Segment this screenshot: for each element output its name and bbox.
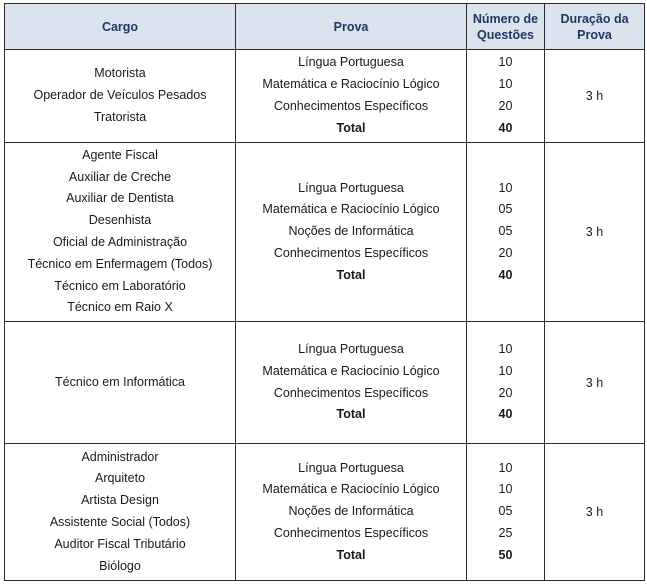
total-label: Total [336, 267, 366, 282]
cargo-cell [5, 143, 236, 322]
total-value: 50 [498, 547, 513, 562]
prova-cell [236, 444, 467, 581]
duracao-cell: 3 h [545, 322, 645, 444]
cargo-name: Agente Fiscal [82, 147, 158, 162]
cargo-name: Técnico em Laboratório [54, 278, 186, 293]
questoes-value: 20 [498, 245, 513, 260]
total-value: 40 [498, 407, 513, 422]
table-row [5, 143, 645, 322]
questoes-value: 25 [498, 525, 513, 540]
questoes-value: 10 [498, 460, 513, 475]
header-numero-questoes: Número de Questões [467, 4, 545, 50]
cargo-name: Assistente Social (Todos) [49, 515, 191, 529]
prova-name: Língua Portuguesa [298, 180, 404, 195]
questoes-value: 05 [498, 504, 513, 519]
cargo-name: Técnico em Informática [55, 374, 185, 389]
cargo-name: Técnico em Enfermagem (Todos) [27, 256, 213, 271]
prova-name: Conhecimentos Específicos [273, 245, 429, 260]
prova-name: Língua Portuguesa [298, 341, 404, 356]
table-row [5, 322, 645, 444]
cargo-name: Arquiteto [94, 471, 146, 486]
cargo-name: Artista Design [81, 493, 159, 508]
cargo-name: Motorista [94, 66, 146, 81]
cargo-name: Tratorista [93, 109, 147, 124]
prova-name: Língua Portuguesa [298, 460, 404, 475]
prova-name: Matemática e Raciocínio Lógico [262, 202, 440, 217]
questoes-cell [467, 50, 545, 143]
cargo-name: Operador de Veículos Pesados [33, 88, 207, 103]
duracao-cell: 3 h [545, 143, 645, 322]
questoes-value: 10 [498, 180, 513, 195]
questoes-value: 10 [498, 482, 513, 497]
cargo-name: Desenhista [88, 213, 152, 228]
prova-name: Matemática e Raciocínio Lógico [262, 482, 440, 497]
header-duracao: Duração da Prova [545, 4, 645, 50]
exam-table [4, 3, 645, 581]
prova-cell [236, 143, 467, 322]
total-label: Total [336, 547, 366, 562]
cargo-name: Auxiliar de Dentista [66, 191, 174, 206]
prova-name: Matemática e Raciocínio Lógico [262, 77, 440, 92]
prova-name: Matemática e Raciocínio Lógico [262, 363, 440, 378]
questoes-value: 20 [498, 99, 513, 113]
cargo-cell [5, 322, 236, 444]
questoes-value: 10 [498, 363, 513, 378]
cargo-name: Auxiliar de Creche [68, 169, 172, 184]
total-value: 40 [498, 120, 513, 135]
prova-name: Língua Portuguesa [298, 55, 404, 70]
header-prova: Prova [236, 4, 467, 50]
prova-cell [236, 322, 467, 444]
questoes-value: 05 [498, 202, 513, 217]
cargo-name: Oficial de Administração [52, 235, 188, 249]
cargo-cell [5, 50, 236, 143]
cargo-name: Auditor Fiscal Tributário [54, 536, 186, 551]
questoes-cell [467, 444, 545, 581]
total-label: Total [336, 120, 366, 135]
prova-name: Noções de Informática [288, 504, 414, 519]
prova-name: Noções de Informática [288, 224, 414, 239]
questoes-value: 10 [498, 341, 513, 356]
duracao-cell: 3 h [545, 444, 645, 581]
cargo-name: Técnico em Raio X [67, 300, 173, 315]
questoes-value: 20 [498, 385, 513, 400]
questoes-value: 10 [498, 55, 513, 70]
prova-name: Conhecimentos Específicos [273, 385, 429, 400]
questoes-cell [467, 322, 545, 444]
total-value: 40 [498, 267, 513, 282]
cargo-name: Biólogo [99, 558, 141, 573]
questoes-cell [467, 143, 545, 322]
total-label: Total [336, 407, 366, 422]
table-row [5, 444, 645, 581]
prova-name: Conhecimentos Específicos [273, 99, 429, 113]
cargo-cell [5, 444, 236, 581]
table-row [5, 50, 645, 143]
cargo-name: Administrador [81, 449, 159, 464]
duracao-cell: 3 h [545, 50, 645, 143]
questoes-value: 10 [498, 77, 513, 92]
questoes-value: 05 [498, 224, 513, 239]
prova-cell [236, 50, 467, 143]
header-row [5, 4, 645, 50]
prova-name: Conhecimentos Específicos [273, 525, 429, 540]
header-cargo: Cargo [5, 4, 236, 50]
